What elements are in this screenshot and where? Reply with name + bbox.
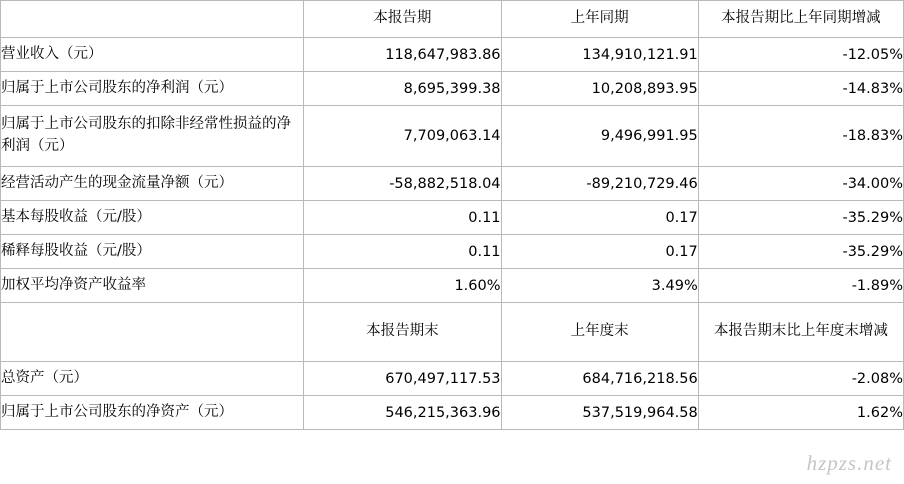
header-corner-cell (1, 1, 304, 38)
row-change-value: -12.05% (698, 38, 903, 72)
watermark-text: hzpzs.net (806, 451, 892, 475)
table-row (1, 106, 904, 167)
row-label: 营业收入（元） (1, 38, 304, 72)
row-previous-value: 0.17 (501, 235, 698, 269)
header-previous-period: 上年同期 (501, 1, 698, 38)
row-change-value: -2.08% (698, 362, 903, 396)
row-label: 经营活动产生的现金流量净额（元） (1, 167, 304, 201)
row-current-value: 670,497,117.53 (304, 362, 501, 396)
table-header-row-period-end (1, 303, 904, 362)
row-previous-value: 537,519,964.58 (501, 396, 698, 430)
row-previous-value: 3.49% (501, 269, 698, 303)
row-label: 稀释每股收益（元/股） (1, 235, 304, 269)
row-label: 归属于上市公司股东的净资产（元） (1, 396, 304, 430)
row-label: 总资产（元） (1, 362, 304, 396)
header-period-change: 本报告期比上年同期增减 (698, 1, 903, 38)
row-current-value: 7,709,063.14 (304, 106, 501, 167)
row-current-value: 118,647,983.86 (304, 38, 501, 72)
table-row (1, 201, 904, 235)
row-previous-value: 9,496,991.95 (501, 106, 698, 167)
header-period-end-change: 本报告期末比上年度末增减 (698, 303, 903, 362)
row-change-value: -18.83% (698, 106, 903, 167)
row-change-value: -34.00% (698, 167, 903, 201)
table-header-row-period (1, 1, 904, 38)
row-change-value: -35.29% (698, 201, 903, 235)
table-row (1, 396, 904, 430)
row-previous-value: 0.17 (501, 201, 698, 235)
row-change-value: -1.89% (698, 269, 903, 303)
table-row (1, 235, 904, 269)
row-label: 加权平均净资产收益率 (1, 269, 304, 303)
row-change-value: -35.29% (698, 235, 903, 269)
header-previous-year-end: 上年度末 (501, 303, 698, 362)
header-corner-cell (1, 303, 304, 362)
row-current-value: 0.11 (304, 235, 501, 269)
row-previous-value: 134,910,121.91 (501, 38, 698, 72)
row-current-value: 546,215,363.96 (304, 396, 501, 430)
row-change-value: 1.62% (698, 396, 903, 430)
header-current-period-end: 本报告期末 (304, 303, 501, 362)
table-row (1, 362, 904, 396)
table-row (1, 167, 904, 201)
row-previous-value: 684,716,218.56 (501, 362, 698, 396)
row-label: 归属于上市公司股东的扣除非经常性损益的净利润（元） (1, 106, 304, 167)
row-current-value: -58,882,518.04 (304, 167, 501, 201)
row-current-value: 1.60% (304, 269, 501, 303)
header-current-period: 本报告期 (304, 1, 501, 38)
row-previous-value: 10,208,893.95 (501, 72, 698, 106)
table-row (1, 72, 904, 106)
row-change-value: -14.83% (698, 72, 903, 106)
table-row (1, 269, 904, 303)
row-label: 归属于上市公司股东的净利润（元） (1, 72, 304, 106)
row-label: 基本每股收益（元/股） (1, 201, 304, 235)
row-previous-value: -89,210,729.46 (501, 167, 698, 201)
row-current-value: 0.11 (304, 201, 501, 235)
row-current-value: 8,695,399.38 (304, 72, 501, 106)
table-row (1, 38, 904, 72)
